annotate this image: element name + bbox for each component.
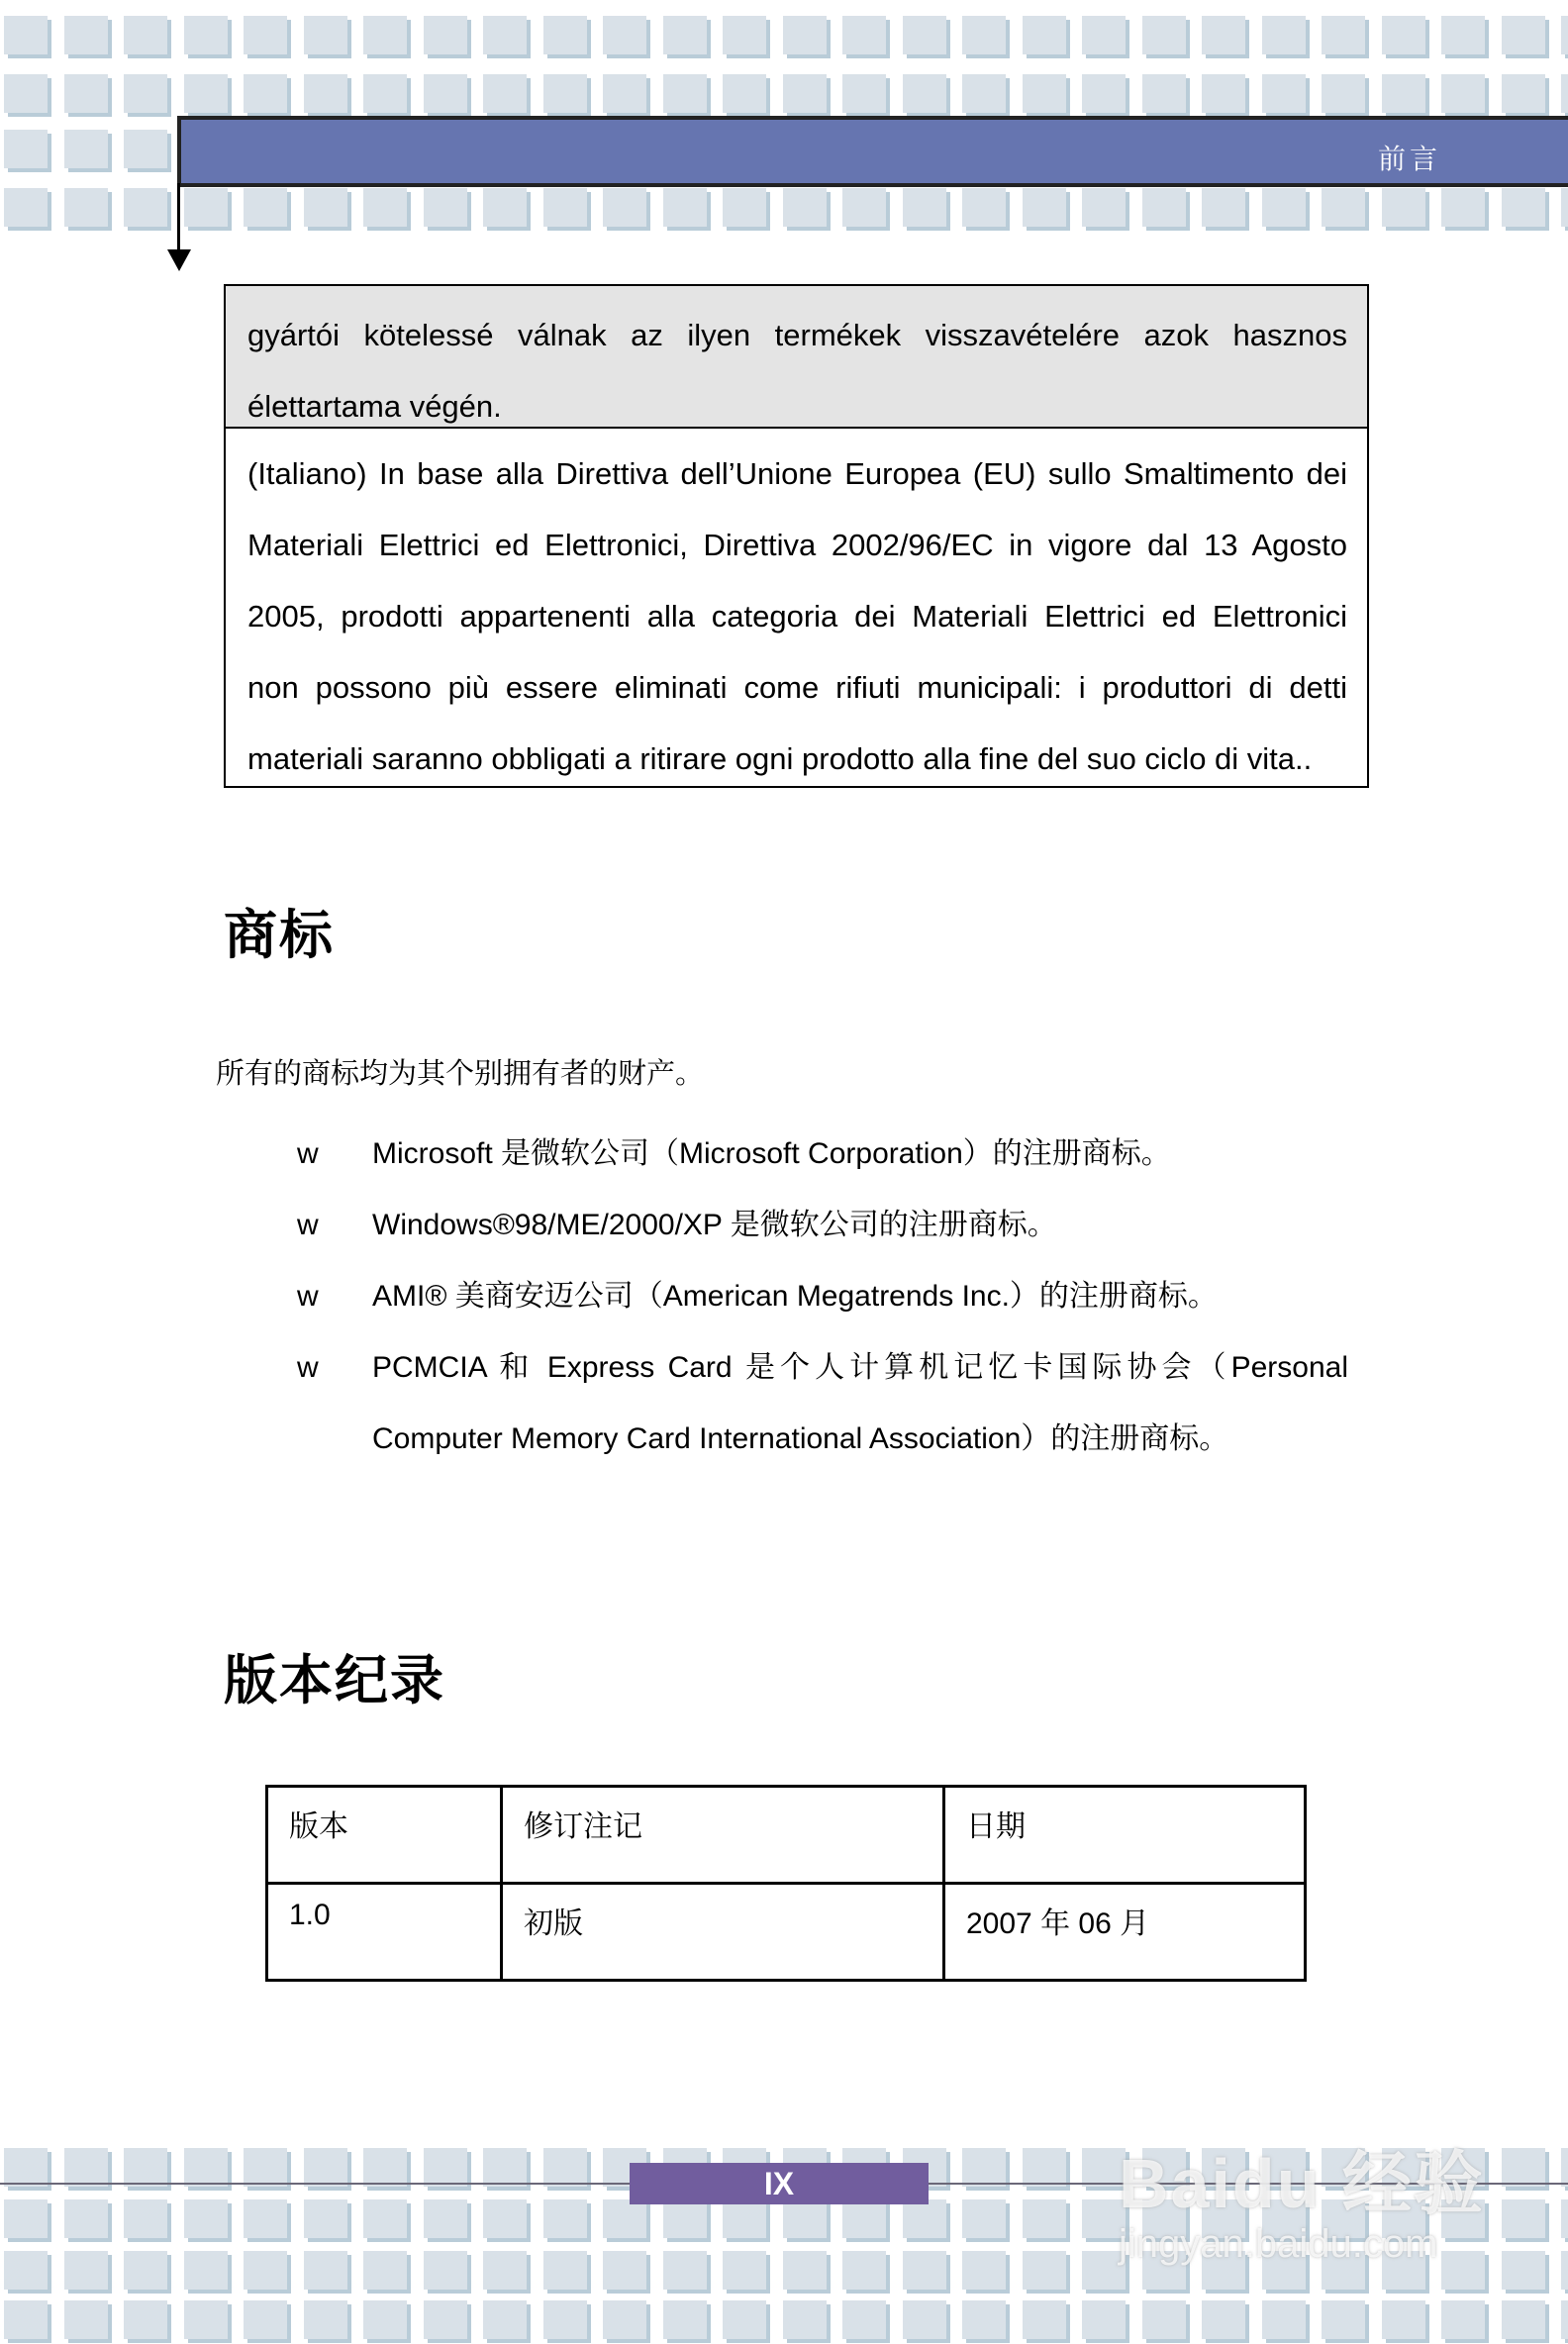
- decorative-tile: [543, 2199, 587, 2238]
- decorative-tile: [1023, 2300, 1066, 2339]
- decorative-tile: [543, 2300, 587, 2339]
- decorative-tile: [1502, 2199, 1545, 2238]
- list-item: [297, 1190, 1348, 1261]
- decorative-tile: [1561, 2148, 1568, 2187]
- decorative-tile: [124, 2300, 167, 2339]
- table-row: [267, 1884, 1306, 1981]
- decorative-tile: [723, 16, 766, 54]
- decorative-tile: [962, 2251, 1006, 2290]
- text-line: 2005, prodotti appartenenti alla categoria dei Materiali Elettrici ed Elettronici: [247, 599, 1347, 634]
- decorative-tile: [1082, 188, 1126, 227]
- decorative-tile: [962, 2300, 1006, 2339]
- decorative-tile: [64, 74, 108, 113]
- decorative-tile: [1322, 2300, 1365, 2339]
- decorative-tile: [1502, 16, 1545, 54]
- decorative-tile: [1502, 2251, 1545, 2290]
- text-line: gyártói kötelessé válnak az ilyen termékek visszavételére azok hasznos: [247, 318, 1347, 352]
- decorative-tile: [244, 2148, 287, 2187]
- chapter-header-bar: [177, 116, 1568, 187]
- weee-italian-cell: [226, 431, 1367, 795]
- decorative-tile: [244, 74, 287, 113]
- decorative-tile: [424, 2148, 467, 2187]
- decorative-tile: [4, 188, 48, 227]
- decorative-tile: [903, 2300, 946, 2339]
- watermark-brand: Baidu 经验: [1119, 2145, 1485, 2222]
- decorative-tile: [1502, 2300, 1545, 2339]
- decorative-tile: [603, 16, 646, 54]
- decorative-tile: [842, 74, 886, 113]
- arrow-down-icon-stem: [177, 183, 180, 252]
- decorative-tile: [1561, 188, 1568, 227]
- decorative-tile: [1202, 74, 1245, 113]
- decorative-tile: [124, 2251, 167, 2290]
- bullet-icon: w: [297, 1209, 319, 1241]
- decorative-tile: [1202, 16, 1245, 54]
- decorative-tile: [1023, 2251, 1066, 2290]
- decorative-tile: [543, 74, 587, 113]
- decorative-tile: [783, 2199, 827, 2238]
- decorative-tile: [244, 2300, 287, 2339]
- weee-notice-box: [224, 284, 1369, 788]
- text-line: (Italiano) In base alla Direttiva dell’Unione Europea (EU) sullo Smaltimento dei: [247, 456, 1347, 491]
- decorative-tile: [124, 16, 167, 54]
- decorative-tile: [1441, 188, 1485, 227]
- decorative-tile: [543, 16, 587, 54]
- trademarks-heading: 商标: [224, 904, 335, 966]
- decorative-tile: [363, 74, 407, 113]
- decorative-tile: [1382, 2300, 1425, 2339]
- decorative-tile: [783, 74, 827, 113]
- decorative-tile: [64, 2148, 108, 2187]
- decorative-tile: [1561, 74, 1568, 113]
- decorative-tile: [1023, 16, 1066, 54]
- decorative-tile: [424, 188, 467, 227]
- decorative-tile: [603, 2199, 646, 2238]
- decorative-tile: [1561, 2251, 1568, 2290]
- bullet-icon: w: [297, 1280, 319, 1313]
- text-line: Materiali Elettrici ed Elettronici, Direttiva 2002/96/EC in vigore dal 13 Agosto: [247, 528, 1347, 562]
- decorative-tile: [244, 16, 287, 54]
- decorative-tile: [962, 2148, 1006, 2187]
- decorative-tile: [1023, 2148, 1066, 2187]
- bullet-icon: w: [297, 1351, 319, 1384]
- decorative-tile: [1023, 74, 1066, 113]
- decorative-tile: [1322, 188, 1365, 227]
- decorative-tile: [4, 16, 48, 54]
- decorative-tile: [483, 16, 527, 54]
- decorative-tile: [1262, 188, 1306, 227]
- decorative-tile: [483, 2300, 527, 2339]
- decorative-tile: [4, 2148, 48, 2187]
- decorative-tile: [1322, 16, 1365, 54]
- decorative-tile: [842, 188, 886, 227]
- decorative-tile: [363, 16, 407, 54]
- decorative-tile: [1441, 16, 1485, 54]
- decorative-tile: [1502, 188, 1545, 227]
- decorative-tile: [1441, 2300, 1485, 2339]
- decorative-tile: [663, 188, 707, 227]
- text-line: élettartama végén.: [247, 389, 502, 424]
- decorative-tile: [4, 2300, 48, 2339]
- decorative-tile: [1202, 188, 1245, 227]
- decorative-tile: [1202, 2300, 1245, 2339]
- decorative-tile: [184, 2199, 228, 2238]
- decorative-tile: [363, 2300, 407, 2339]
- decorative-tile: [1441, 74, 1485, 113]
- trademarks-intro: 所有的商标均为其个别拥有者的财产。: [216, 1056, 705, 1090]
- decorative-tile: [723, 2251, 766, 2290]
- decorative-tile: [1502, 2148, 1545, 2187]
- decorative-tile: [244, 188, 287, 227]
- decorative-tile: [304, 16, 347, 54]
- decorative-tile: [903, 2251, 946, 2290]
- decorative-tile: [723, 2199, 766, 2238]
- decorative-tile: [783, 16, 827, 54]
- watermark: [1119, 2128, 1485, 2267]
- decorative-tile: [4, 2199, 48, 2238]
- decorative-tile: [1382, 188, 1425, 227]
- decorative-tile: [304, 2300, 347, 2339]
- decorative-tile: [483, 188, 527, 227]
- decorative-tile: [842, 16, 886, 54]
- decorative-tile: [4, 130, 48, 168]
- decorative-tile: [483, 2199, 527, 2238]
- date-cell: 2007 年 06 月: [944, 1884, 1306, 1981]
- trademark-text: PCMCIA 和 Express Card 是个人计算机记忆卡国际协会（Personal: [372, 1351, 1348, 1384]
- column-header: 日期: [944, 1787, 1306, 1884]
- decorative-tile: [64, 130, 108, 168]
- version-history-table: [265, 1785, 1307, 1982]
- decorative-tile: [663, 74, 707, 113]
- decorative-tile: [842, 2199, 886, 2238]
- decorative-tile: [903, 2199, 946, 2238]
- decorative-tile: [304, 2251, 347, 2290]
- decorative-tile: [184, 2148, 228, 2187]
- decorative-tile: [1023, 188, 1066, 227]
- decorative-tile: [184, 188, 228, 227]
- list-item: [297, 1119, 1348, 1190]
- decorative-tile: [363, 2251, 407, 2290]
- trademark-text: Microsoft 是微软公司（Microsoft Corporation）的注册商标。: [372, 1137, 1171, 1170]
- decorative-tile: [783, 2251, 827, 2290]
- decorative-tile: [1561, 2300, 1568, 2339]
- decorative-tile: [603, 74, 646, 113]
- decorative-tile: [184, 2251, 228, 2290]
- decorative-tile: [663, 2199, 707, 2238]
- version-history-heading: 版本纪录: [224, 1649, 445, 1711]
- decorative-tile: [962, 2199, 1006, 2238]
- page-number-badge: IX: [630, 2163, 929, 2204]
- decorative-tile: [543, 188, 587, 227]
- decorative-tile: [64, 16, 108, 54]
- decorative-tile: [424, 2251, 467, 2290]
- decorative-tile: [424, 2300, 467, 2339]
- decorative-tile: [962, 188, 1006, 227]
- chapter-title: 前言: [1377, 143, 1441, 175]
- decorative-tile: [124, 130, 167, 168]
- decorative-tile: [1382, 74, 1425, 113]
- decorative-tile: [603, 2300, 646, 2339]
- decorative-tile: [1561, 16, 1568, 54]
- decorative-tile: [1142, 16, 1186, 54]
- decorative-tile: [1502, 74, 1545, 113]
- decorative-tile: [1082, 16, 1126, 54]
- column-header: 修订注记: [502, 1787, 944, 1884]
- decorative-tile: [903, 74, 946, 113]
- decorative-tile: [124, 2148, 167, 2187]
- decorative-tile: [903, 188, 946, 227]
- decorative-tile: [304, 188, 347, 227]
- weee-hungarian-cell: [226, 286, 1367, 429]
- decorative-tile: [304, 2199, 347, 2238]
- decorative-tile: [962, 16, 1006, 54]
- decorative-tile: [244, 2251, 287, 2290]
- decorative-tile: [783, 2300, 827, 2339]
- decorative-tile: [723, 2300, 766, 2339]
- trademark-text: Windows®98/ME/2000/XP 是微软公司的注册商标。: [372, 1209, 1057, 1241]
- decorative-tile: [1262, 2300, 1306, 2339]
- trademark-list: [297, 1119, 1348, 1475]
- trademark-text: AMI® 美商安迈公司（American Megatrends Inc.）的注册商标。: [372, 1280, 1218, 1313]
- watermark-url: jingyan.baidu.com: [1119, 2222, 1438, 2266]
- decorative-tile: [483, 74, 527, 113]
- decorative-tile: [1082, 74, 1126, 113]
- decorative-tile: [483, 2148, 527, 2187]
- decorative-tile: [723, 74, 766, 113]
- decorative-tile: [184, 74, 228, 113]
- decorative-tile: [424, 74, 467, 113]
- bullet-icon: w: [297, 1137, 319, 1170]
- decorative-tile: [842, 2251, 886, 2290]
- table-header-row: [267, 1787, 1306, 1884]
- trademark-text: Computer Memory Card International Association）的注册商标。: [372, 1422, 1229, 1455]
- decorative-tile: [64, 2199, 108, 2238]
- decorative-tile: [1322, 74, 1365, 113]
- decorative-tile: [842, 2300, 886, 2339]
- decorative-tile: [543, 2148, 587, 2187]
- decorative-tile: [723, 188, 766, 227]
- decorative-tile: [304, 2148, 347, 2187]
- decorative-tile: [363, 188, 407, 227]
- column-header: 版本: [267, 1787, 502, 1884]
- decorative-tile: [1142, 74, 1186, 113]
- list-item: [297, 1332, 1348, 1475]
- decorative-tile: [1023, 2199, 1066, 2238]
- decorative-tile: [603, 188, 646, 227]
- decorative-tile: [244, 2199, 287, 2238]
- decorative-tile: [4, 74, 48, 113]
- decorative-tile: [64, 2251, 108, 2290]
- decorative-tile: [4, 2251, 48, 2290]
- decorative-tile: [783, 188, 827, 227]
- decorative-tile: [124, 74, 167, 113]
- list-item: [297, 1261, 1348, 1332]
- decorative-tile: [1262, 16, 1306, 54]
- version-cell: 1.0: [267, 1884, 502, 1981]
- decorative-tile: [1082, 2300, 1126, 2339]
- decorative-tile: [1142, 2300, 1186, 2339]
- decorative-tile: [124, 2199, 167, 2238]
- decorative-tile: [424, 2199, 467, 2238]
- text-line: materiali saranno obbligati a ritirare ogni prodotto alla fine del suo ciclo di vita..: [247, 741, 1313, 776]
- decorative-tile: [543, 2251, 587, 2290]
- decorative-tile: [663, 2251, 707, 2290]
- decorative-tile: [663, 2300, 707, 2339]
- decorative-tile: [64, 188, 108, 227]
- decorative-tile: [1561, 2199, 1568, 2238]
- decorative-tile: [603, 2251, 646, 2290]
- decorative-tile: [124, 188, 167, 227]
- text-line: non possono più essere eliminati come rifiuti municipali: i produttori di detti: [247, 670, 1347, 705]
- revision-note-cell: 初版: [502, 1884, 944, 1981]
- arrow-down-icon: [167, 249, 191, 271]
- decorative-tile: [483, 2251, 527, 2290]
- decorative-tile: [962, 74, 1006, 113]
- decorative-tile: [903, 16, 946, 54]
- decorative-tile: [363, 2148, 407, 2187]
- decorative-tile: [363, 2199, 407, 2238]
- decorative-tile: [663, 16, 707, 54]
- decorative-tile: [184, 2300, 228, 2339]
- decorative-tile: [64, 2300, 108, 2339]
- decorative-tile: [1382, 16, 1425, 54]
- decorative-tile: [424, 16, 467, 54]
- decorative-tile: [304, 74, 347, 113]
- decorative-tile: [1142, 188, 1186, 227]
- decorative-tile: [1262, 74, 1306, 113]
- decorative-tile: [184, 16, 228, 54]
